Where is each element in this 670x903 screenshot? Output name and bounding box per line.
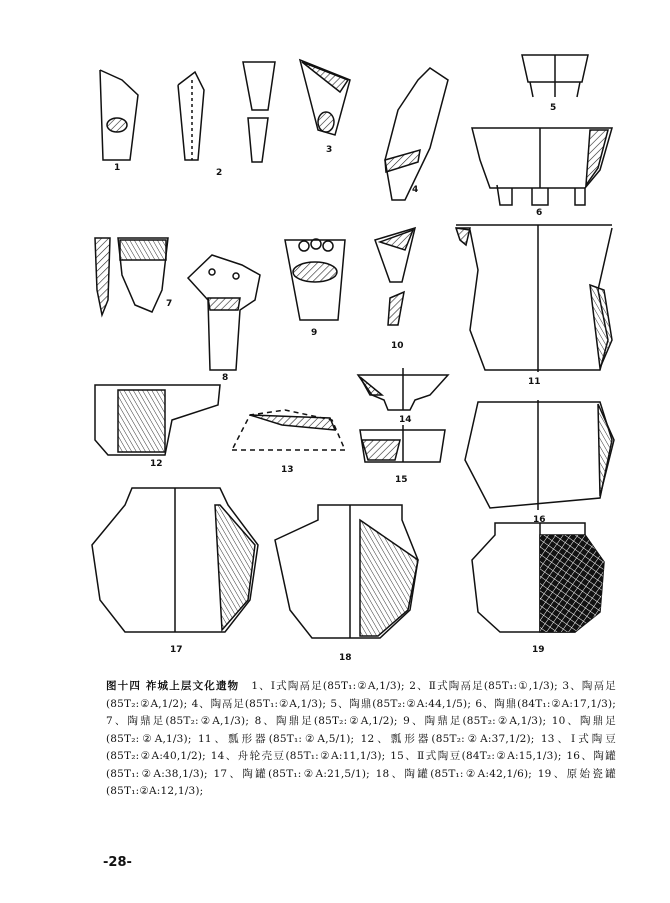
figure-number-19: 19: [532, 645, 545, 655]
figure-number-14: 14: [399, 415, 412, 425]
figure-number-9: 9: [311, 328, 318, 338]
artifact-2-drawing: [178, 72, 204, 160]
artifact-11-drawing: [456, 225, 612, 372]
figure-number-12: 12: [150, 459, 163, 469]
figure-number-5: 5: [550, 103, 557, 113]
figure-number-3: 3: [326, 145, 333, 155]
artifact-7-drawing: [95, 238, 168, 315]
artifact-1-drawing: [100, 70, 138, 160]
artifact-16-drawing: [465, 400, 614, 510]
artifact-13-drawing: [232, 410, 345, 450]
figure-number-18: 18: [339, 653, 352, 663]
figure-number-8: 8: [222, 373, 229, 383]
figure-number-6: 6: [536, 208, 543, 218]
artifact-12-drawing: [95, 385, 220, 455]
artifact-6-drawing: [472, 128, 612, 205]
artifact-15-drawing: [360, 425, 445, 462]
figure-number-7: 7: [166, 299, 173, 309]
artifact-18-drawing: [275, 505, 418, 638]
artifact-5-drawing: [522, 55, 588, 97]
artifact-17-drawing: [92, 488, 258, 632]
figure-number-4: 4: [412, 185, 419, 195]
artifact-14-drawing: [358, 368, 448, 410]
figure-number-10: 10: [391, 341, 404, 351]
artifact-19-drawing: [472, 523, 604, 632]
artifact-9-drawing: [285, 239, 345, 320]
caption-text: 1、Ⅰ式陶鬲足(85T₁:②A,1/3); 2、Ⅱ式陶鬲足(85T₁:①,1/3); 3、陶鬲足(85T₂:②A,1/2); 4、陶鬲足(85T₁:②A,1/3); 5、陶鼎(85T₂:②A:44,1/5); 6、陶鼎(84T₁:②A:17,1/3); 7、陶鼎足(85T₂:②A,1/3); 8、陶鼎足(85T₂:②A,1/2); 9、陶鼎足(85T₂:②A,1/3); 10、陶鼎足(85T₂:②A,1/3); 11、瓢形器(85T₁:②A,5/1); 12、瓢形器(85T₂:②A:37,1/2); 13、Ⅰ式陶豆(85T₂:②A:40,1/2); 14、舟轮壳豆(85T₁:②A:11,1/3); 15、Ⅱ式陶豆(84T₂:②A:15,1/3); 16、陶罐(85T₁:②A:38,1/3); 17、陶罐(85T₁:②A:21,5/1); 18、陶罐(85T₁:②A:42,1/6); 19、原始瓷罐(85T₁:②A:12,1/3);: [106, 680, 616, 797]
figure-number-11: 11: [528, 377, 541, 387]
figure-number-17: 17: [170, 645, 183, 655]
page-number: -28-: [103, 855, 132, 870]
figure-caption: [106, 678, 616, 801]
figure-number-13: 13: [281, 465, 294, 475]
artifact-4-drawing: [385, 68, 448, 200]
figure-number-2: 2: [216, 168, 223, 178]
artifact-3-drawing: [243, 60, 350, 162]
figure-number-16: 16: [533, 515, 546, 525]
artifact-10-drawing: [375, 228, 415, 325]
caption-title: 图十四 祚城上层文化遗物: [106, 680, 240, 692]
figure-number-1: 1: [114, 163, 121, 173]
artifact-8-drawing: [188, 255, 260, 370]
figure-number-15: 15: [395, 475, 408, 485]
